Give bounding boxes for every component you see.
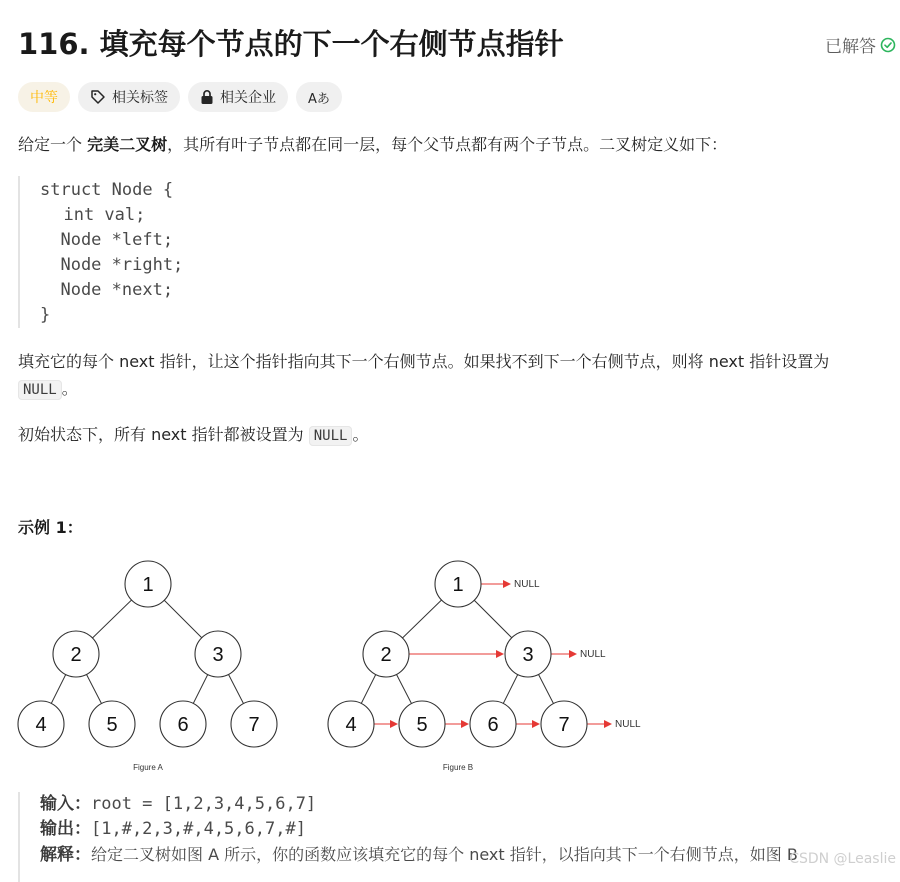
p3-end: 。 [352,425,369,444]
p1-pre: 给定一个 [18,135,88,154]
null-label: NULL [580,649,606,660]
related-companies-button[interactable] [188,82,288,112]
solved-status[interactable] [825,32,896,57]
description-paragraph-1 [18,132,727,158]
node-label: 1 [452,574,464,596]
null-label: NULL [615,719,641,730]
p3-text: 初始状态下，所有 next 指针都被设置为 [18,425,309,444]
node-label: 5 [106,714,118,736]
p1-bold: 完美二叉树 [87,135,168,154]
node-label: 7 [558,714,570,736]
node-label: 4 [35,714,47,736]
watermark: CSDN @Leaslie [789,851,896,867]
input-line [40,792,898,817]
example-io-block [18,792,898,882]
output-value: [1,#,2,3,#,4,5,6,7,#] [91,819,306,839]
description-paragraph-2a [18,349,829,375]
explain-line [40,842,898,868]
title-row [18,24,896,64]
node-label: 6 [177,714,189,736]
code-line: Node *left; [40,230,174,250]
struct-code-block [18,176,618,328]
code-line: Node *right; [40,255,184,275]
explain-value: 给定二叉树如图 A 所示，你的函数应该填充它的每个 next 指针，以指向其下一个右侧节点，如图 B [91,845,798,864]
node-label: 1 [142,574,154,596]
problem-title: 116. 填充每个节点的下一个右侧节点指针 [18,27,564,61]
translate-icon: Aあ [308,91,330,107]
node-label: 6 [487,714,499,736]
node-label: 3 [212,644,224,666]
code-line: int val; [43,205,146,225]
node-label: 2 [70,644,82,666]
tag-bar [18,82,342,112]
check-circle-icon [880,37,896,53]
output-line [40,817,898,842]
code-line: Node *next; [40,280,174,300]
translate-button[interactable] [296,82,342,112]
related-tags-button[interactable] [78,82,180,112]
p2-end: 。 [61,379,78,398]
null-code: NULL [309,426,353,446]
caption-b: Figure B [442,763,474,772]
null-label: NULL [514,579,540,590]
null-code: NULL [18,380,62,400]
p2-text: 填充它的每个 next 指针，让这个指针指向其下一个右侧节点。如果找不到下一个右侧节点，则将 next 指针设置为 [18,352,830,371]
solved-label: 已解答 [825,37,876,57]
example-title: 示例 1： [18,518,83,537]
tag-icon [90,89,106,105]
node-label: 2 [380,644,392,666]
lock-icon [200,89,214,105]
caption-a: Figure A [133,763,163,772]
input-value: root = [1,2,3,4,5,6,7] [91,794,317,814]
difficulty-badge[interactable] [18,82,70,112]
explain-label: 解释： [40,845,91,865]
related-tags-label: 相关标签 [112,90,168,106]
description-paragraph-3 [18,422,368,449]
related-companies-label: 相关企业 [220,90,276,106]
node-label: 3 [522,644,534,666]
output-label: 输出： [40,819,91,839]
code-line: } [40,305,51,325]
node-label: 4 [345,714,357,736]
p1-post: ，其所有叶子节点都在同一层，每个父节点都有两个子节点。二叉树定义如下： [167,135,728,154]
node-label: 7 [248,714,260,736]
node-label: 5 [416,714,428,736]
code-line: struct Node { [40,180,174,200]
description-paragraph-2b [18,376,78,403]
difficulty-label: 中等 [30,90,58,106]
input-label: 输入： [40,794,91,814]
example-figure [14,556,654,780]
